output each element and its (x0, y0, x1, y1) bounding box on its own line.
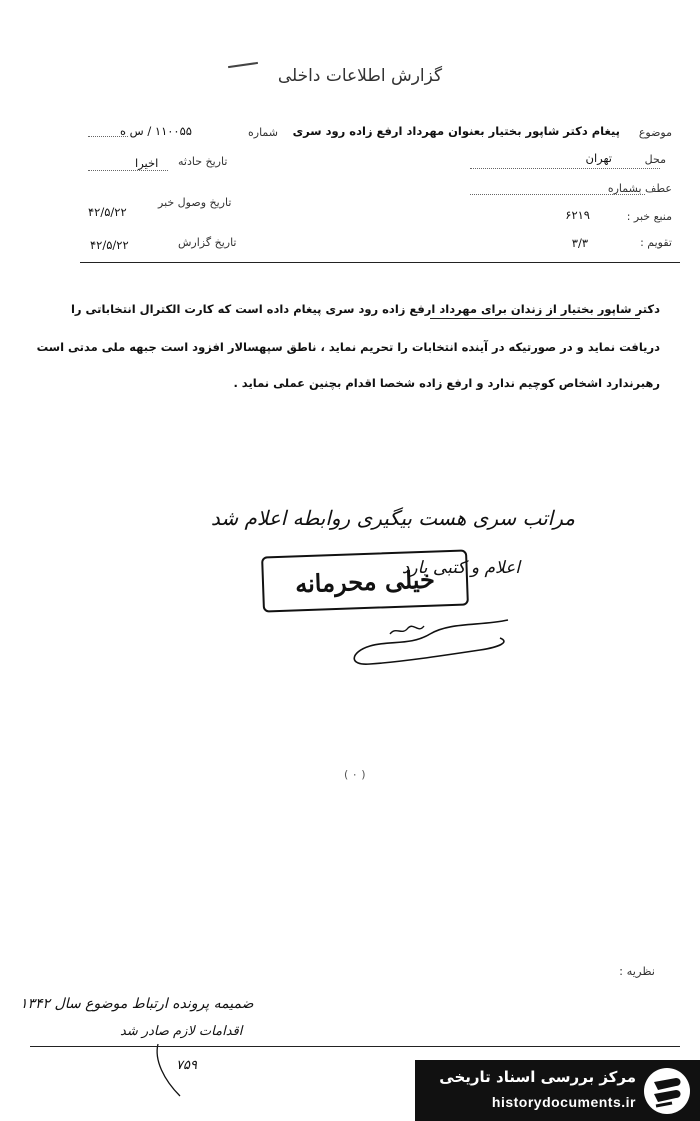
logo-title: مرکز بررسی اسناد تاریخی (439, 1068, 636, 1086)
margin-note-2: اقدامات لازم صادر شد (120, 1024, 243, 1039)
attachment-dotline (470, 194, 645, 195)
receipt-date-value: ۴۲/۵/۲۲ (88, 205, 127, 219)
source-label: منبع خبر : (626, 210, 672, 223)
body-line-1: دکتر شاپور بختیار از زندان برای مهرداد ارفع زاده رود سری پیغام داده است که کارت الکترال انتخاباتی را (70, 302, 660, 316)
body-line-2: دریافت نماید و در صورتیکه در آینده انتخابات را تحریم نماید ، ناطق سپهسالار افزود است جبهه ملی مدتی است (36, 340, 660, 354)
handwritten-line-1: مراتب سری هست بیگیری روابطه اعلام شد (210, 506, 575, 530)
opinion-label: نظریه : (619, 964, 655, 978)
evaluation-label: تقویم : (640, 236, 672, 249)
number-dotline (88, 136, 128, 137)
number-value: ۱۱۰۰۵۵ / س ه (120, 124, 192, 138)
subject-label: موضوع (638, 126, 672, 139)
source-value: ۶۲۱۹ (565, 208, 590, 222)
report-date-label: تاریخ گزارش (178, 236, 237, 249)
handwritten-line-2: اعلام و کتبی بارد (401, 558, 520, 578)
page-mark: ( ۰ ) (344, 768, 366, 781)
place-value: تهران (585, 151, 612, 165)
bottom-number: ۷۵۹ (176, 1058, 197, 1073)
report-title: گزارش اطلاعات داخلی (277, 66, 443, 86)
incident-date-dotline (88, 170, 168, 171)
receipt-date-label: تاریخ وصول خبر (158, 196, 232, 209)
subject-value: پیغام دکتر شاپور بختیار بعنوان مهرداد ارفع زاده رود سری (292, 124, 620, 138)
report-date-value: ۴۲/۵/۲۲ (90, 238, 129, 252)
incident-date-value: اخیرا (135, 156, 159, 170)
attachment-label: عطف بشماره (607, 182, 672, 195)
header-rule (80, 262, 680, 263)
place-dotline (470, 168, 660, 169)
body-line-3: رهبرندارد اشخاص کوچیم ندارد و ارفع زاده شخصا اقدام بچنین عملی نماید . (233, 376, 660, 390)
body-underline (430, 318, 640, 319)
confidential-stamp: خیلی محرمانه (261, 549, 469, 612)
evaluation-value: ۳/۳ (571, 236, 588, 250)
footer-rule (30, 1046, 680, 1047)
incident-date-label: تاریخ حادثه (178, 155, 228, 168)
signature-scribble (330, 612, 530, 672)
scroll-icon (642, 1066, 692, 1116)
number-label: شماره (248, 126, 279, 139)
margin-note-1: ضمیمه پرونده ارتباط موضوع سال ۱۳۴۲ (20, 996, 254, 1012)
logo-url: historydocuments.ir (491, 1094, 636, 1110)
archive-logo (415, 1060, 700, 1121)
place-label: محل (644, 153, 666, 166)
